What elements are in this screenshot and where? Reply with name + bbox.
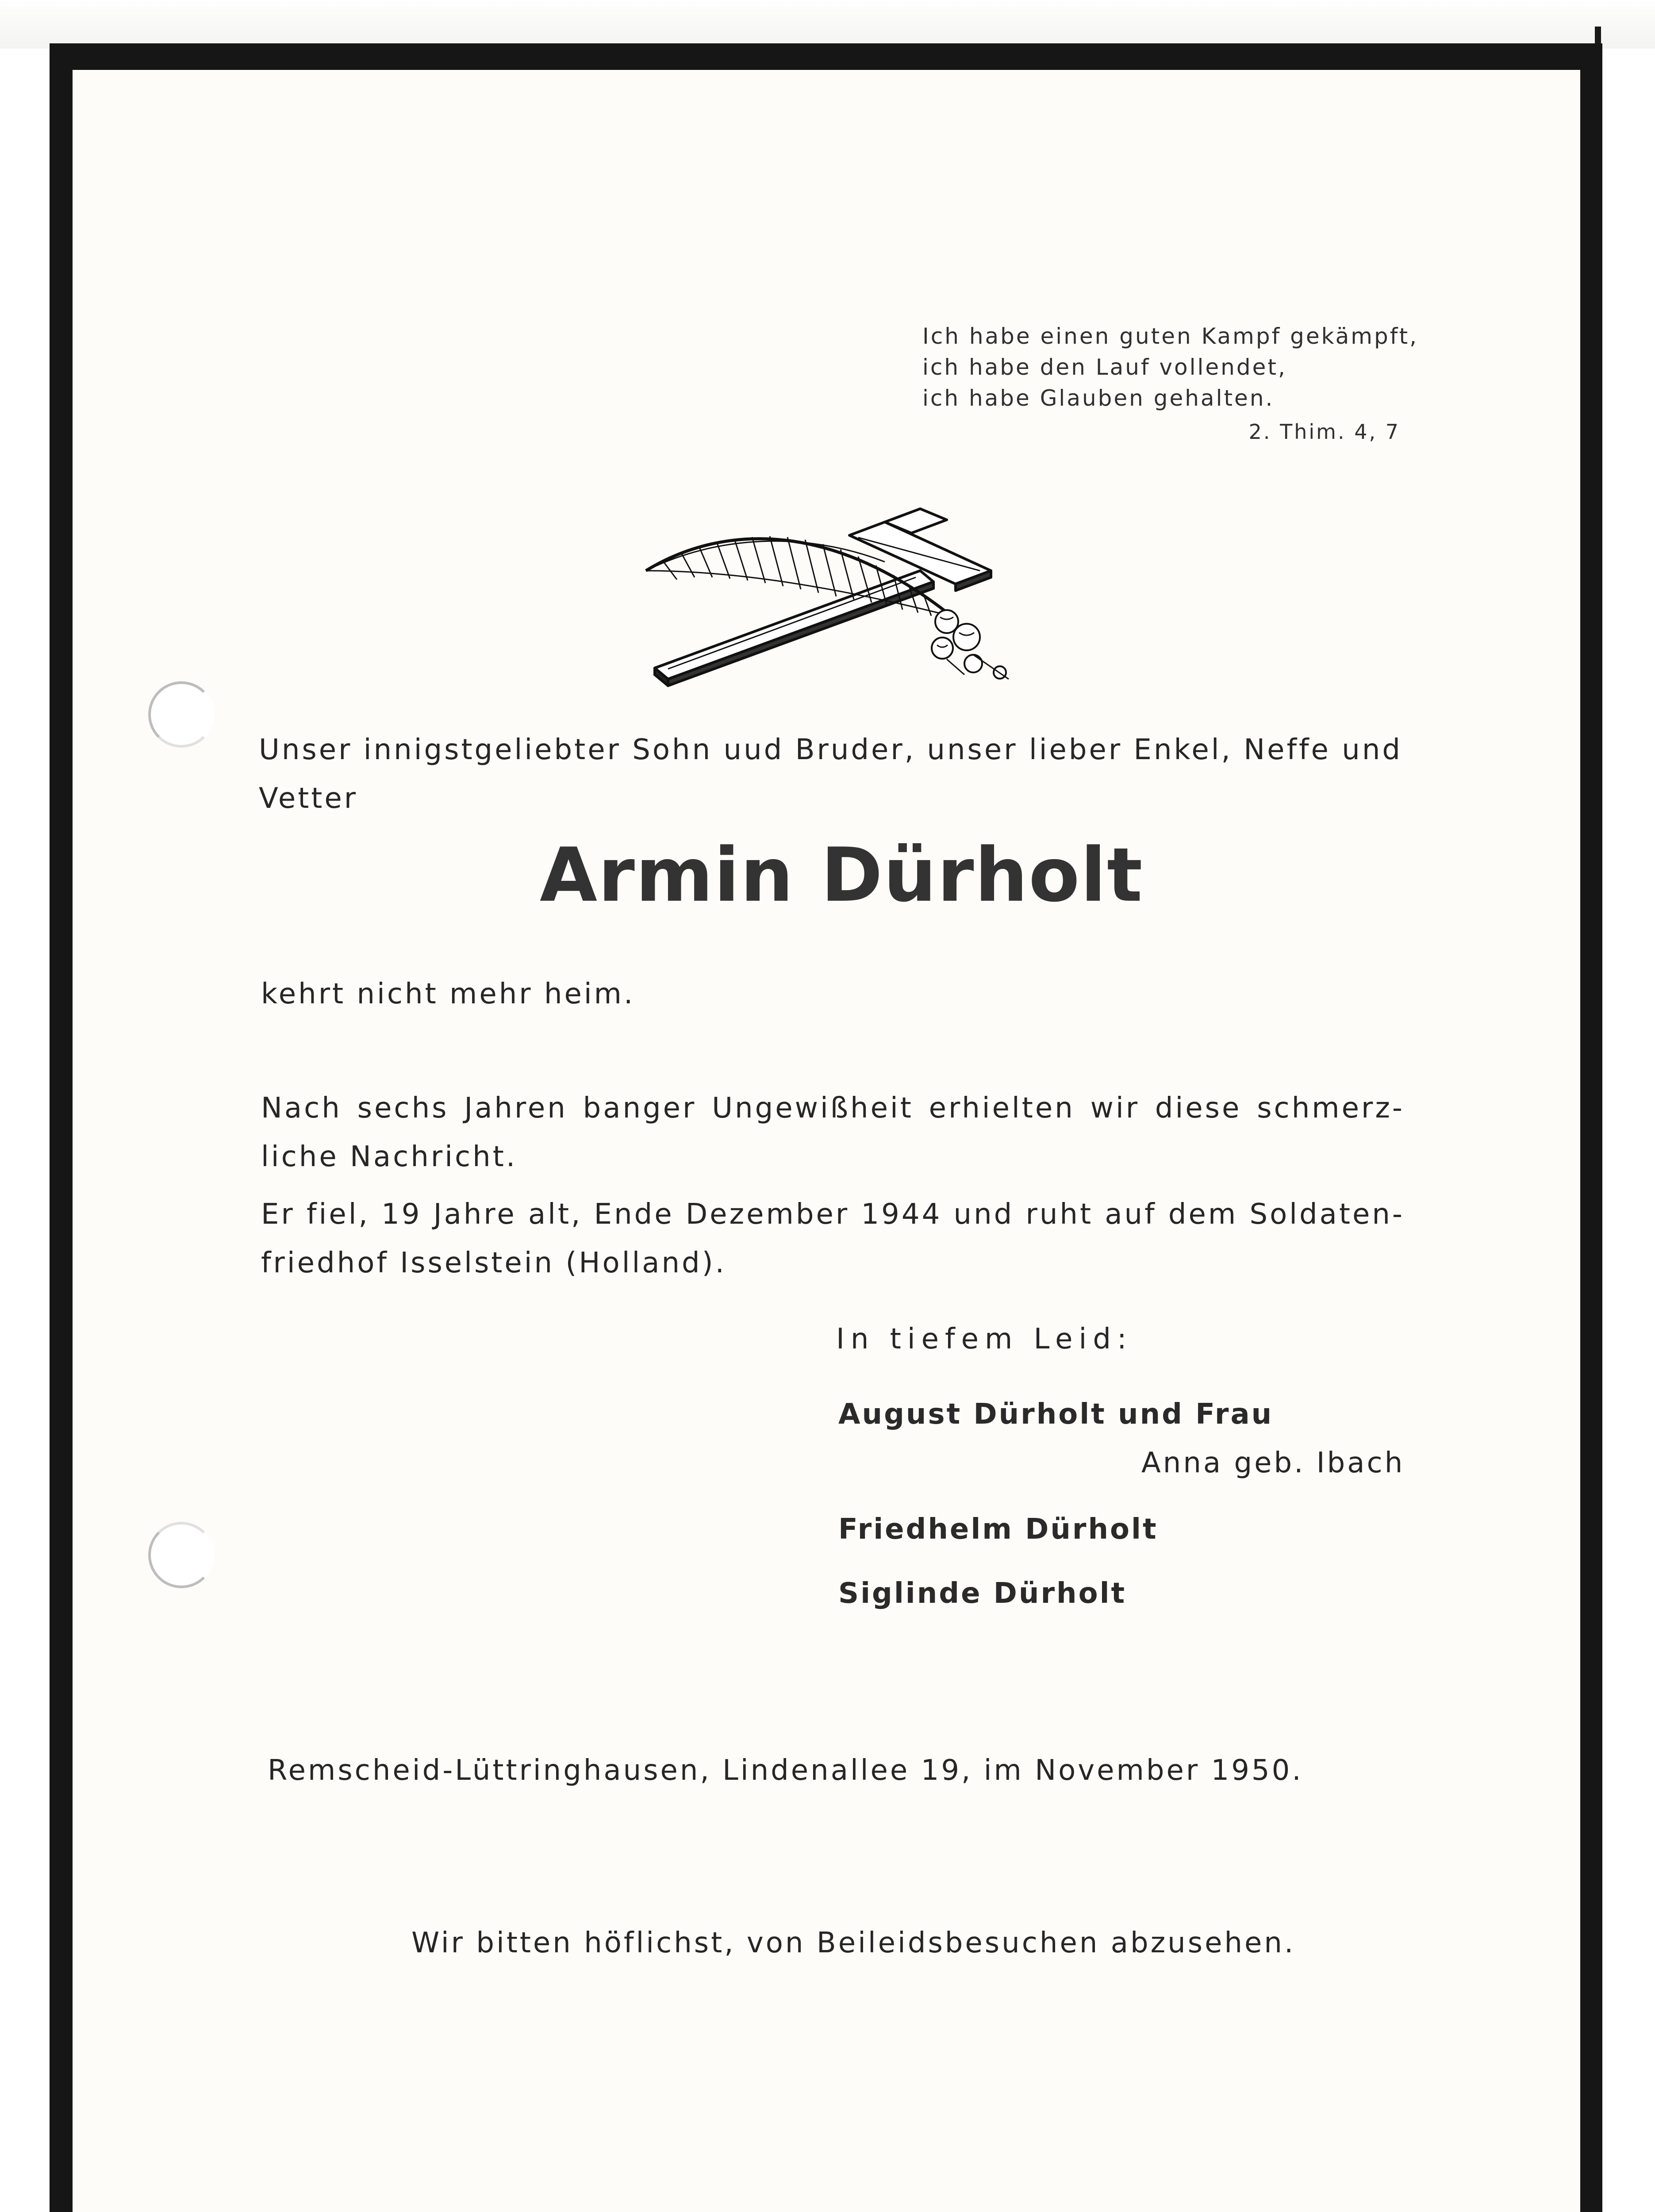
cross-with-palm-frond-icon (637, 504, 1035, 690)
mourner-parents: August Dürholt und Frau (838, 1398, 1274, 1431)
place-and-date: Remscheid-Lüttringhausen, Lindenallee 19, im November 1950. (268, 1754, 1303, 1787)
paragraph1-line-1: Nach sechs Jahren banger Ungewißheit erhielten wir diese schmerz- (261, 1092, 1405, 1125)
punch-hole-bottom (148, 1522, 215, 1588)
intro-line-1: Unser innigstgeliebter Sohn uud Bruder, unser lieber Enkel, Neffe und (259, 733, 1402, 766)
mourner-mother-name: Anna geb. Ibach (1141, 1447, 1405, 1479)
verse-line-2: ich habe den Lauf vollendet, (922, 354, 1287, 380)
deceased-name: Armin Dürholt (540, 832, 1144, 918)
not-home-text: kehrt nicht mehr heim. (261, 978, 635, 1010)
mourner-sibling-2: Siglinde Dürholt (838, 1577, 1127, 1610)
intro-paragraph (259, 726, 1402, 823)
death-details-paragraph (261, 1190, 1405, 1287)
closing-request: Wir bitten höflichst, von Beileidsbesuchen abzusehen. (411, 1927, 1296, 1959)
uncertainty-paragraph (261, 1084, 1405, 1181)
mourner-sibling-1: Friedhelm Dürholt (838, 1513, 1158, 1546)
punch-hole-top (148, 681, 215, 748)
scan-background (0, 0, 1655, 49)
paragraph1-line-2: liche Nachricht. (261, 1141, 518, 1173)
intro-line-2: Vetter (259, 782, 358, 815)
verse-line-1: Ich habe einen guten Kampf gekämpft, (922, 323, 1418, 349)
verse-line-3: ich habe Glauben gehalten. (922, 385, 1275, 411)
paragraph2-line-1: Er fiel, 19 Jahre alt, Ende Dezember 1944 und ruht auf dem Soldaten- (261, 1198, 1405, 1231)
paragraph2-line-2: friedhof Isselstein (Holland). (261, 1247, 726, 1279)
mourning-phrase: In tiefem Leid: (836, 1323, 1133, 1356)
bible-verse (922, 321, 1418, 447)
verse-reference: 2. Thim. 4, 7 (1248, 420, 1400, 444)
